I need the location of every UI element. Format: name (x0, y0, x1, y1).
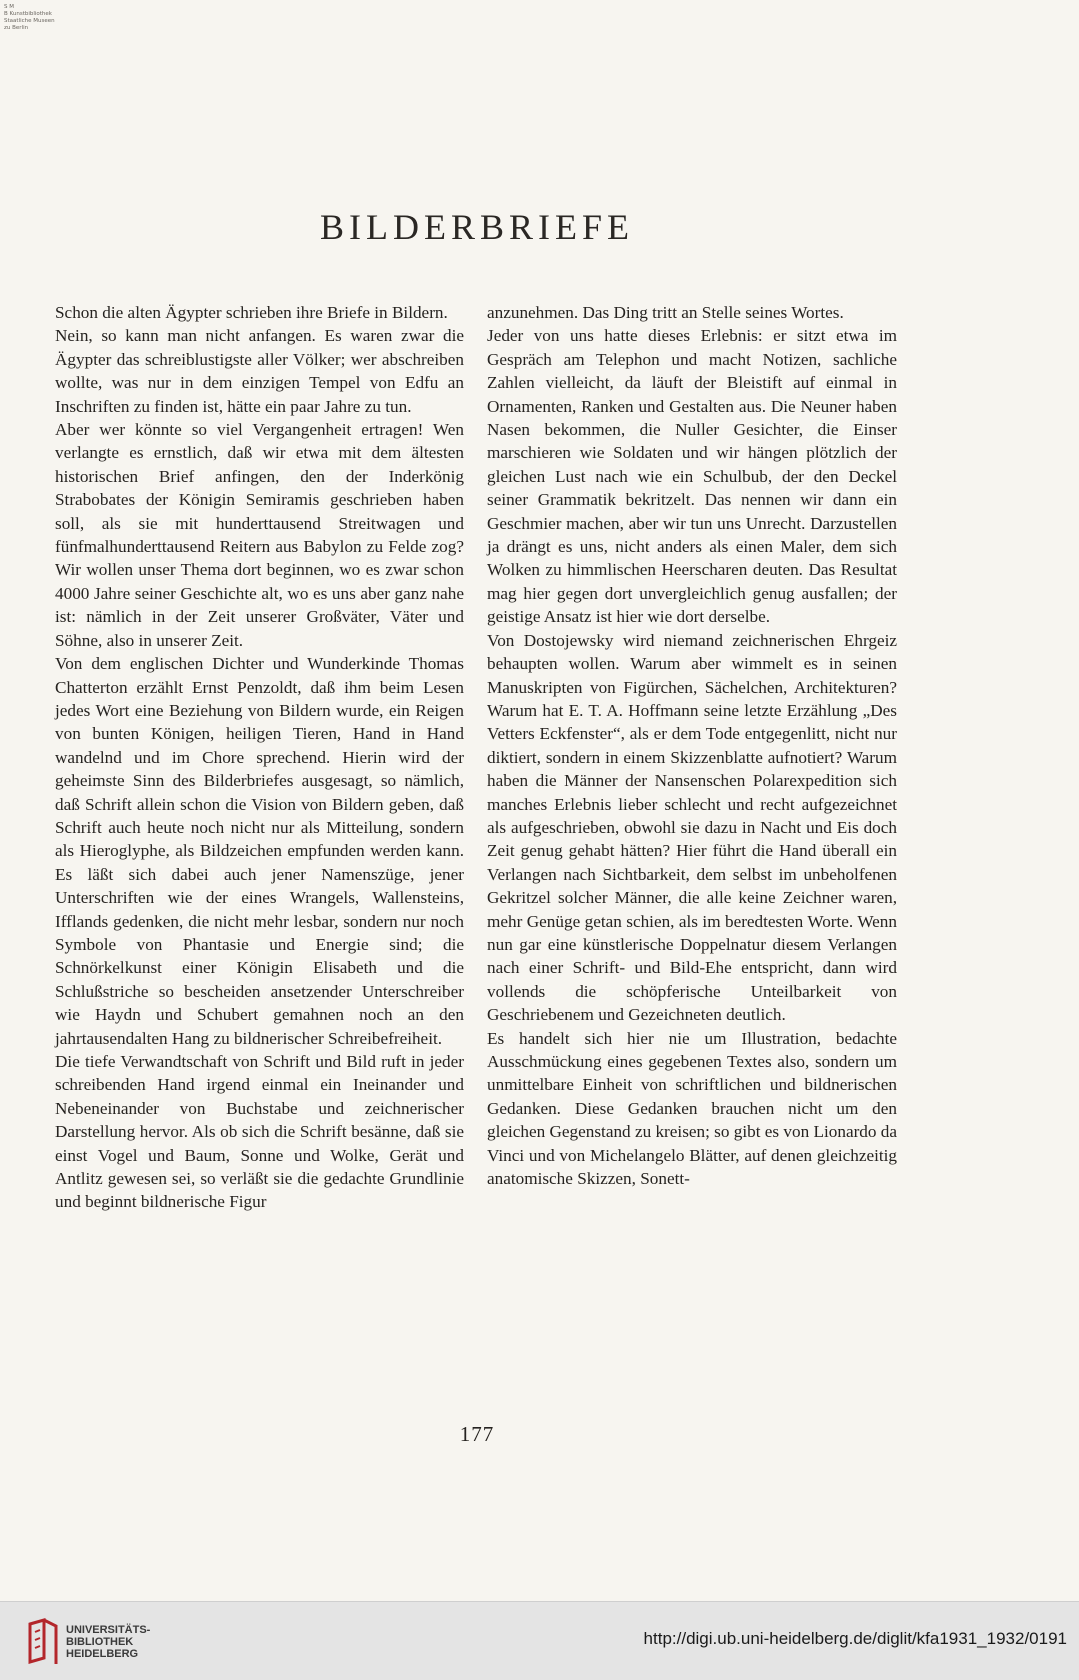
stamp-line: B Kunstbibliothek (4, 11, 52, 17)
footer-bar (0, 1601, 1079, 1680)
stamp-line: Staatliche Museen (4, 18, 55, 24)
library-name (66, 1624, 150, 1660)
paragraph: Aber wer könnte so viel Vergangenheit ertragen! Wen verlangte es ernstlich, daß wir etwa mit dem ältesten historischen Brief anfingen, den der Inderkönig Strabobates der Königin Semiramis geschrieben haben soll, als sie mit hunderttausend Streitwagen und fünfmalhunderttausend Reitern aus Babylon zu Felde zog? Wir wollen unser Thema dort beginnen, wo es zwar schon 4000 Jahre seiner Geschichte alt, wo es uns aber ganz nahe ist: nämlich in der Zeit unserer Großväter, Väter und Söhne, also in unserer Zeit. (55, 420, 464, 650)
stamp-line: S M (4, 4, 14, 10)
page-number: 177 (459, 1422, 495, 1446)
paragraph: Von Dostojewsky wird niemand zeichnerischen Ehrgeiz behaupten wollen. Warum aber wimmelt es in seinen Manuskripten von Figürchen, Sächelchen, Architekturen? Warum hat E. T. A. Hoffmann seine letzte Erzählung „Des Vetters Eckfenster“, als er dem Tode entgegenlitt, nicht nur diktiert, sondern in einem Skizzenblatte aufnotiert? Warum haben die Männer der Nansenschen Polarexpedition sich manches Erlebnis lieber schlecht und recht aufgezeichnet als aufgeschrieben, obwohl sie dazu in Nacht und Eis doch Zeit genug gehabt hätten? Hier führt die Hand überall ein Verlangen nach Sichtbarkeit, dem selbst im unbeholfenen Gekritzel solcher Männer, die alle keine Zeichner waren, mehr Genüge getan schien, als im beredtesten Worte. Wenn nun gar eine künstlerische Doppelnatur diesem Verlangen nach einer Schrift- und Bild-Ehe entspricht, dann wird vollends die schöpferische Unteilbarkeit von Geschriebenem und Gezeichneten deutlich. (487, 630, 897, 1025)
right-column (487, 301, 897, 1190)
stamp-line: zu Berlin (4, 25, 29, 31)
page-title: BILDERBRIEFE (319, 207, 634, 247)
library-stamp (4, 4, 55, 32)
library-name-line: UNIVERSITÄTS- (66, 1624, 151, 1636)
permalink-url[interactable]: http://digi.ub.uni-heidelberg.de/diglit/kfa1931_1932/0191 (643, 1629, 1067, 1648)
paragraph: Von dem englischen Dichter und Wunderkinde Thomas Chatterton erzählt Ernst Penzoldt, daß ihm beim Lesen jedes Wort eine Beziehung von Bildern wurde, ein Reigen von bunten Königen, heiligen Tieren, Hand in Hand wandelnd und im Chore sprechend. Hierin wird der geheimste Sinn des Bilderbriefes ausgesagt, so nämlich, daß Schrift allein schon die Vision von Bildern geben, daß Schrift auch heute noch nicht nur als Mitteilung, sondern als Hieroglyphe, als Bildzeichen empfunden werden kann. Es läßt sich dabei auch jener Namenszüge, jener Unterschriften wie der eines Wrangels, Wallensteins, Ifflands gedenken, die nicht mehr lesbar, sondern nur noch Symbole von Phantasie und Energie sind; die Schnörkelkunst einer Königin Elisabeth und die Schlußstriche so bescheiden ansetzender Unterschreiber wie Haydn und Schubert gemahnen noch an den jahrtausendalten Hang zu bildnerischer Schreibefreiheit. (55, 654, 464, 1048)
paragraph: Jeder von uns hatte dieses Erlebnis: er sitzt etwa im Gespräch am Telephon und macht Notizen, sachliche Zahlen vielleicht, da läuft der Bleistift auf einmal in Ornamenten, Ranken und Gestalten aus. Die Neuner haben Nasen bekommen, die Nuller Gesichter, die Einser marschieren wie Soldaten und wir hängen plötzlich der gleichen Lust nach wie ein Schulbub, der den Deckel seiner Grammatik bekritzelt. Das nennen wir dann ein Geschmier machen, aber wir tun uns Unrecht. Darzustellen ja drängt es uns, nicht anders als einen Maler, dem sich Wolken zu himmlischen Heerscharen deuten. Das Resultat mag hier gegen dort unvergleichlich genug ausfallen; der geistige Ansatz ist hier wie dort derselbe. (487, 326, 897, 627)
paragraph: Schon die alten Ägypter schrieben ihre Briefe in Bildern. (55, 303, 448, 322)
library-name-line: BIBLIOTHEK (66, 1636, 134, 1648)
paragraph: Die tiefe Verwandtschaft von Schrift und Bild ruft in jeder schreibenden Hand irgend einmal ein Ineinander und Nebeneinander von Buchstabe und zeichnerischer Darstellung hervor. Als ob sich die Schrift besänne, daß sie einst Vogel und Baum, Sonne und Wolke, Gerät und Antlitz gewesen sei, so verläßt sie die gedachte Grundlinie und beginnt bildnerische Figur (55, 1052, 464, 1212)
paragraph: Nein, so kann man nicht anfangen. Es waren zwar die Ägypter das schreiblustigste aller Völker; wer abschreiben wollte, was nur in dem einzigen Tempel von Edfu an Inschriften zu finden ist, hätte ein paar Jahre zu tun. (55, 326, 464, 416)
paragraph: anzunehmen. Das Ding tritt an Stelle seines Wortes. (487, 303, 844, 322)
paragraph: Es handelt sich hier nie um Illustration, bedachte Ausschmückung eines gegebenen Textes also, sondern um unmittelbare Einheit von schriftlichen und bildnerischen Gedanken. Diese Gedanken brauchen nicht um den gleichen Gegenstand zu kreisen; so gibt es von Lionardo da Vinci und von Michelangelo Blätter, auf denen gleichzeitig anatomische Skizzen, Sonett- (487, 1028, 897, 1189)
library-logo-icon (26, 1618, 60, 1664)
library-name-line: HEIDELBERG (66, 1648, 139, 1660)
left-column (55, 301, 464, 1214)
